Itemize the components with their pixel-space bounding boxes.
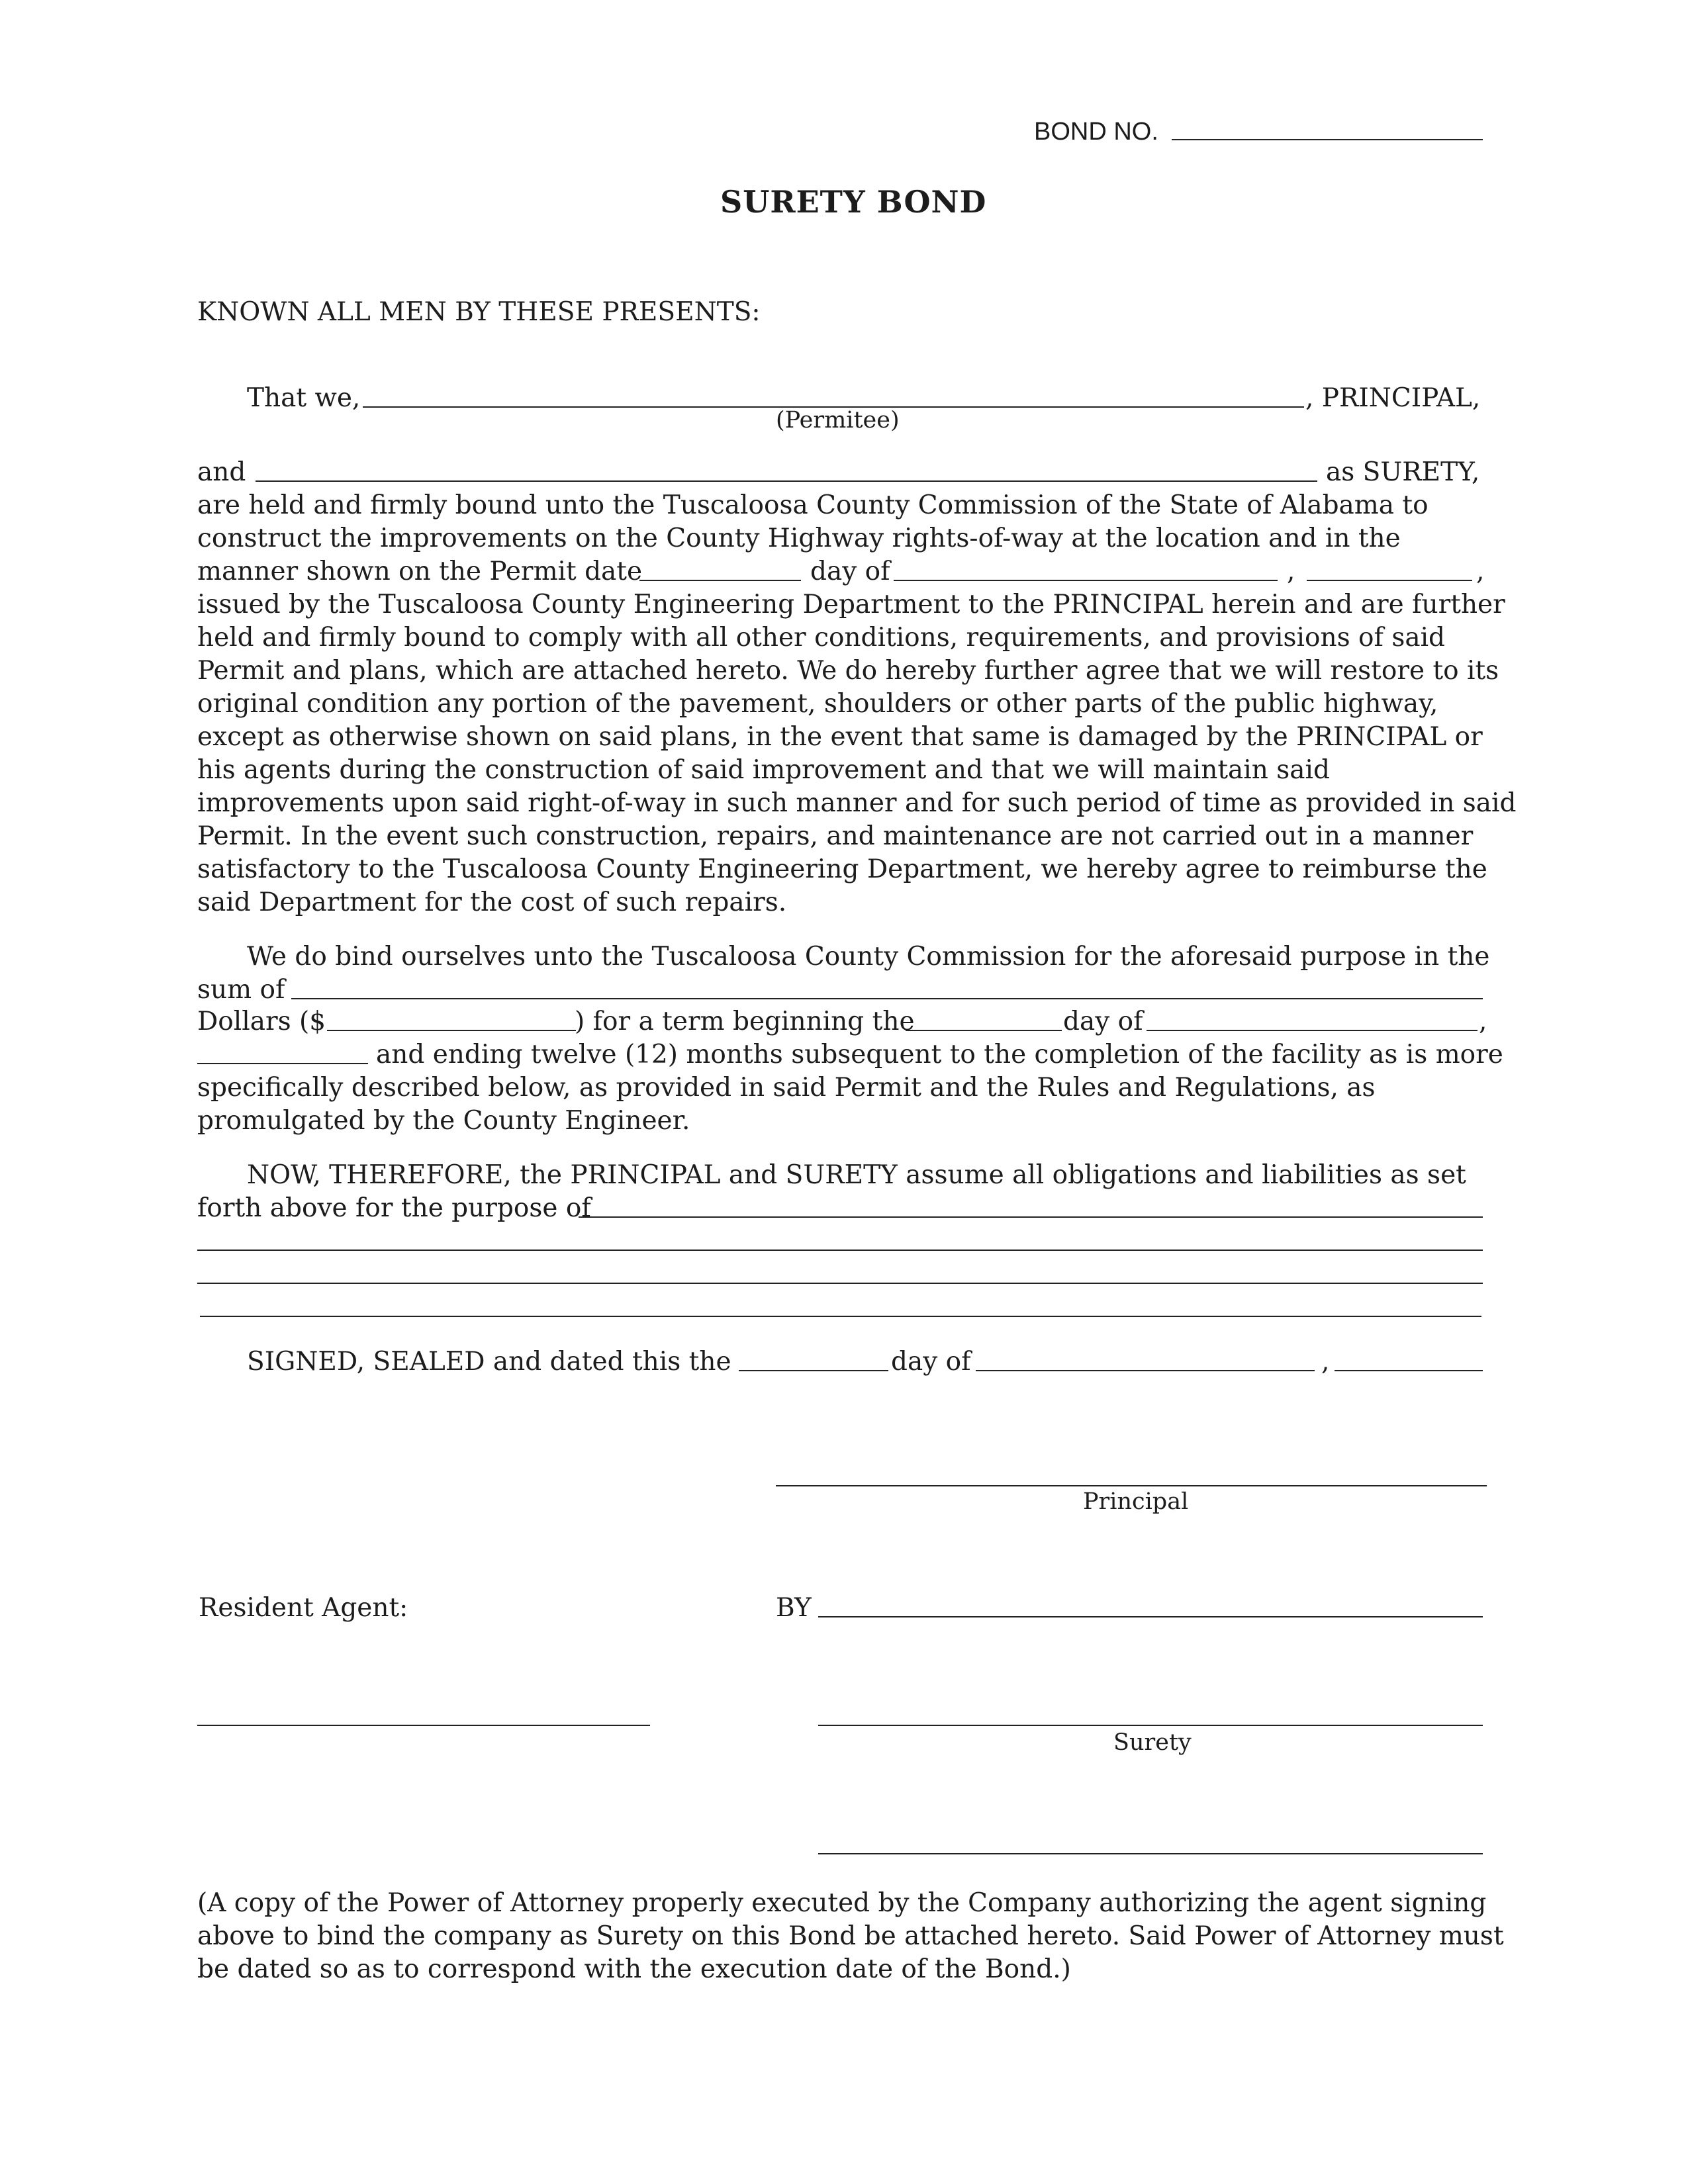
para2-day-of: day of (1063, 1007, 1143, 1036)
para1-line-13: said Department for the cost of such repairs. (197, 887, 787, 917)
purpose-field-2[interactable] (197, 1250, 1483, 1251)
bond-no-label: BOND NO. (1034, 118, 1158, 146)
permit-day-field[interactable] (639, 580, 801, 581)
para1-line-5: held and firmly bound to comply with all other conditions, requirements, and provisions of said (197, 623, 1446, 653)
surety-prefix: and (197, 457, 246, 487)
signed-day-of: day of (891, 1347, 971, 1377)
term-day-field[interactable] (906, 1030, 1062, 1031)
para2-line-6: promulgated by the County Engineer. (197, 1106, 690, 1136)
principal-suffix: , PRINCIPAL, (1305, 383, 1481, 413)
para2-line-4: and ending twelve (12) months subsequent to the completion of the facility as is more (376, 1040, 1503, 1069)
para2-dollars: Dollars ($ (197, 1007, 326, 1036)
surety-suffix: as SURETY, (1326, 457, 1480, 487)
permitee-caption: (Permitee) (776, 407, 900, 433)
para1-day-of: day of (810, 557, 890, 586)
permit-year-field[interactable] (1307, 580, 1472, 581)
footnote-line-2: above to bind the company as Surety on this Bond be attached hereto. Said Power of Attorney must (197, 1921, 1504, 1951)
para3-line-1: NOW, THEREFORE, the PRINCIPAL and SURETY assume all obligations and liabilities as set (247, 1160, 1466, 1190)
document-title: SURETY BOND (720, 184, 987, 220)
purpose-field-1[interactable] (579, 1216, 1483, 1218)
intro-heading: KNOWN ALL MEN BY THESE PRESENTS: (197, 297, 761, 327)
para1-line-8: except as otherwise shown on said plans, in the event that same is damaged by the PRINCIPAL or (197, 722, 1483, 752)
principal-signature-field[interactable] (776, 1485, 1487, 1486)
term-month-field[interactable] (1147, 1030, 1477, 1031)
principal-caption: Principal (1083, 1488, 1189, 1515)
purpose-field-4[interactable] (200, 1316, 1481, 1317)
para1-comma-2: , (1476, 557, 1485, 586)
footnote-line-3: be dated so as to correspond with the execution date of the Bond.) (197, 1954, 1071, 1984)
para3-line-2: forth above for the purpose of (197, 1193, 591, 1223)
principal-prefix: That we, (247, 383, 361, 413)
by-label: BY (776, 1593, 812, 1623)
surety-signature-field[interactable] (818, 1725, 1483, 1726)
signed-text: SIGNED, SEALED and dated this the (247, 1347, 731, 1377)
para2-comma: , (1479, 1007, 1487, 1036)
para2-line-5: specifically described below, as provided in said Permit and the Rules and Regulations, as (197, 1073, 1376, 1103)
para1-line-12: satisfactory to the Tuscaloosa County Engineering Department, we hereby agree to reimburse the (197, 854, 1487, 884)
signed-day-field[interactable] (739, 1370, 888, 1371)
permit-month-field[interactable] (894, 580, 1278, 581)
signed-month-field[interactable] (976, 1370, 1315, 1371)
purpose-field-3[interactable] (197, 1283, 1483, 1284)
additional-signature-field[interactable] (818, 1853, 1483, 1854)
para1-line-7: original condition any portion of the pavement, shoulders or other parts of the public highway, (197, 689, 1438, 719)
para1-line-1: are held and firmly bound unto the Tuscaloosa County Commission of the State of Alabama to (197, 490, 1429, 520)
para1-line-11: Permit. In the event such construction, repairs, and maintenance are not carried out in a manner (197, 821, 1474, 851)
para1-comma-1: , (1287, 557, 1295, 586)
para1-line-6: Permit and plans, which are attached hereto. We do hereby further agree that we will restore to its (197, 656, 1499, 686)
signed-comma: , (1321, 1347, 1330, 1377)
para1-line-2: construct the improvements on the County Highway rights-of-way at the location and in the (197, 523, 1401, 553)
signed-year-field[interactable] (1335, 1370, 1483, 1371)
para1-line-9: his agents during the construction of said improvement and that we will maintain said (197, 755, 1330, 785)
para2-sum-of: sum of (197, 975, 285, 1005)
resident-agent-field[interactable] (197, 1725, 650, 1726)
sum-amount-field[interactable] (327, 1030, 576, 1031)
footnote-line-1: (A copy of the Power of Attorney properly executed by the Company authorizing the agent signing (197, 1888, 1487, 1918)
term-year-field[interactable] (197, 1063, 368, 1064)
surety-caption: Surety (1113, 1729, 1192, 1756)
sum-words-field[interactable] (291, 998, 1483, 999)
para1-line-4: issued by the Tuscaloosa County Engineering Department to the PRINCIPAL herein and are further (197, 590, 1505, 619)
para2-line-1: We do bind ourselves unto the Tuscaloosa County Commission for the aforesaid purpose in the (247, 942, 1490, 972)
bond-no-field[interactable] (1172, 139, 1483, 140)
surety-name-field[interactable] (256, 480, 1317, 482)
by-signature-field[interactable] (818, 1616, 1483, 1617)
para1-line-3a: manner shown on the Permit date (197, 557, 643, 586)
para2-term-beginning: ) for a term beginning the (575, 1007, 915, 1036)
para1-line-10: improvements upon said right-of-way in such manner and for such period of time as provided in said (197, 788, 1517, 818)
resident-agent-label: Resident Agent: (199, 1593, 408, 1623)
